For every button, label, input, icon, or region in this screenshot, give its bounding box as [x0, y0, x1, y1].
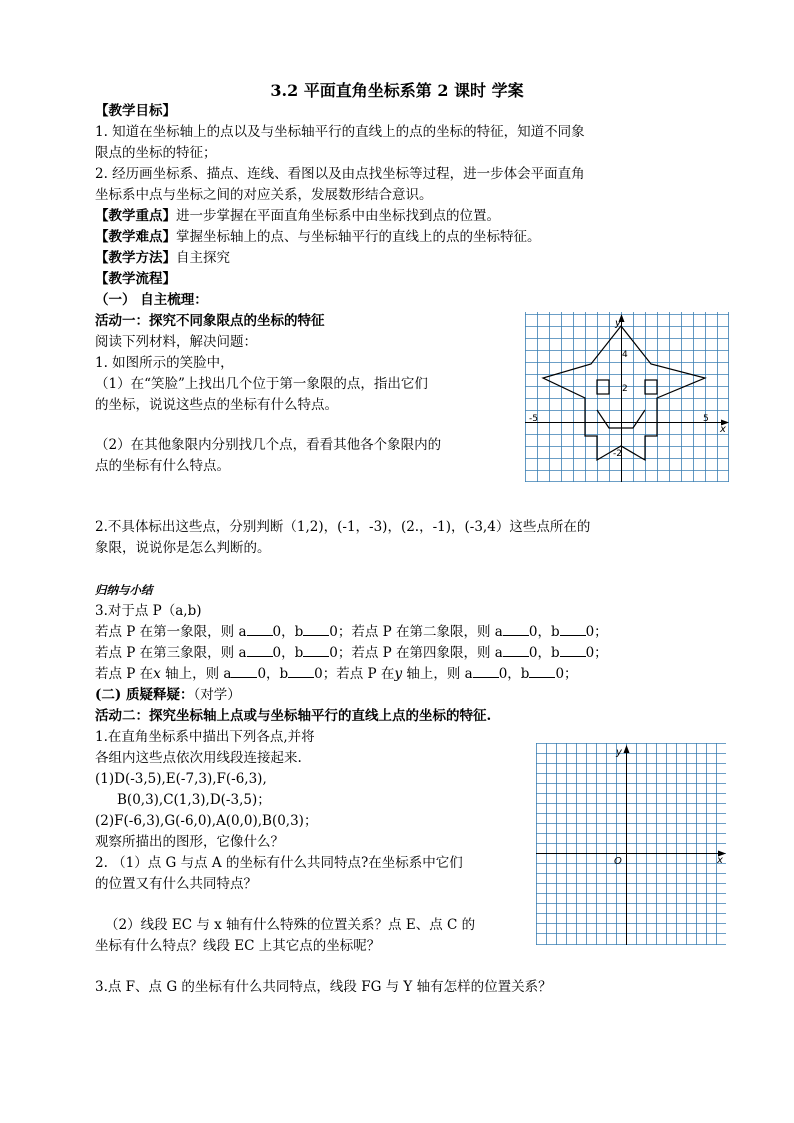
part2-heading-note: （对学） [193, 687, 241, 703]
part1-heading: （一） 自主梳理： [95, 292, 208, 308]
rule-row-1: 若点 P 在第一象限，则 a 0，b 0；若点 P 在第二象限，则 a 0，b 0； [95, 624, 608, 640]
objective-line-3: 2. 经历画坐标系、描点、连线、看图以及由点找坐标等过程，进一步体会平面直角 [95, 166, 585, 182]
rule-row-3: 若点 P 在x 轴上，则 a 0，b 0；若点 P 在y 轴上，则 a 0，b 0； [95, 666, 578, 682]
summary-heading: 归纳与小结 [95, 583, 153, 597]
point-group-1b: B(0,3),C(1,3),D(-3,5)； [117, 792, 271, 808]
part2-question-1b: 各组内这些点依次用线段连接起来. [95, 750, 302, 766]
difficulty-line [95, 227, 541, 247]
part2-question-2-2a: （2）线段 EC 与 x 轴有什么特殊的位置关系？点 E、点 C 的 [105, 917, 476, 933]
method-line [95, 248, 230, 268]
objectives-heading: 【教学目标】 [95, 103, 176, 119]
right-eye [645, 380, 657, 394]
question-3: 3.对于点 P（a,b) [95, 603, 202, 619]
method-text: 自主探究 [176, 250, 230, 266]
difficulty-text: 掌握坐标轴上的点、与坐标轴平行的直线上的点的坐标特征。 [176, 229, 541, 245]
x-axis-label: x [717, 855, 723, 866]
tick-label-neg2: -2 [613, 449, 622, 459]
observe-question: 观察所描出的图形，它像什么？ [95, 834, 284, 850]
tick-label-neg5: -5 [529, 414, 538, 424]
figure2-axes [536, 749, 720, 945]
objective-line-1: 1. 知道在坐标轴上的点以及与坐标轴平行的直线上的点的坐标的特征，知道不同象 [95, 124, 585, 140]
part2-question-3: 3.点 F、点 G 的坐标有什么共同特点，线段 FG 与 Y 轴有怎样的位置关系？ [95, 979, 552, 995]
objective-line-2: 限点的坐标的特征； [95, 145, 217, 161]
tick-label-4: 4 [622, 350, 628, 360]
question-2a: 2.不具体标出这些点，分别判断（1,2)，(-1，-3)，(2.，-1)，(-3,4）这些点所在的 [95, 519, 591, 535]
read-instruction: 阅读下列材料，解决问题： [95, 334, 257, 350]
question-1: 1. 如图所示的笑脸中， [95, 355, 234, 371]
origin-label: O [614, 856, 622, 867]
y-axis-label: y [616, 747, 622, 758]
part2-question-2-1b: 的位置又有什么共同特点？ [95, 876, 257, 892]
key-point-text: 进一步掌握在平面直角坐标系中由坐标找到点的位置。 [176, 208, 500, 224]
key-point-line [95, 206, 500, 226]
part2-question-1a: 1.在直角坐标系中描出下列各点,并将 [95, 729, 315, 745]
tick-label-5: 5 [703, 414, 709, 424]
y-axis-arrow-icon [624, 745, 630, 753]
figure2-grid [536, 743, 726, 945]
x-axis-label: x [720, 424, 726, 435]
process-heading: 【教学流程】 [95, 271, 176, 287]
figure1-grid [525, 312, 729, 482]
left-eye [597, 380, 609, 394]
rule-row-2: 若点 P 在第三象限，则 a 0，b 0；若点 P 在第四象限，则 a 0，b 0； [95, 645, 608, 661]
part2-question-2-2b: 坐标有什么特点？线段 EC 上其它点的坐标呢？ [95, 938, 381, 954]
blank-coordinate-grid [536, 743, 726, 945]
key-point-label: 【教学重点】 [95, 208, 176, 224]
tick-label-2: 2 [622, 384, 628, 394]
smiley-star-figure [525, 312, 729, 482]
question-2b: 象限，说说你是怎么判断的。 [95, 540, 271, 556]
method-label: 【教学方法】 [95, 250, 176, 266]
part2-heading-line [95, 685, 241, 705]
point-group-2: (2)F(-6,3),G(-6,0),A(0,0),B(0,3)； [95, 813, 318, 829]
question-1-1b: 的坐标，说说这些点的坐标有什么特点。 [95, 397, 338, 413]
question-1-2b: 点的坐标有什么特点。 [95, 458, 230, 474]
activity2-heading: 活动二：探究坐标轴上点或与坐标轴平行的直线上点的坐标的特征. [95, 708, 492, 724]
activity1-heading: 活动一：探究不同象限点的坐标的特征 [95, 313, 325, 329]
figure1-axes [525, 316, 725, 482]
point-group-1a: (1)D(-3,5),E(-7,3),F(-6,3), [95, 771, 267, 787]
objective-line-4: 坐标系中点与坐标之间的对应关系，发展数形结合意识。 [95, 187, 433, 203]
page-title: 3.2 平面直角坐标系第 2 课时 学案 [270, 81, 524, 100]
difficulty-label: 【教学难点】 [95, 229, 176, 245]
part2-question-2-1a: 2. （1）点 G 与点 A 的坐标有什么共同特点?在坐标系中它们 [95, 855, 463, 871]
y-axis-label: y [615, 318, 621, 329]
question-1-1a: （1）在“笑脸”上找出几个位于第一象限的点，指出它们 [95, 376, 428, 392]
question-1-2a: （2）在其他象限内分别找几个点，看看其他各个象限内的 [95, 437, 442, 453]
part2-heading: (二) 质疑释疑： [95, 687, 194, 703]
